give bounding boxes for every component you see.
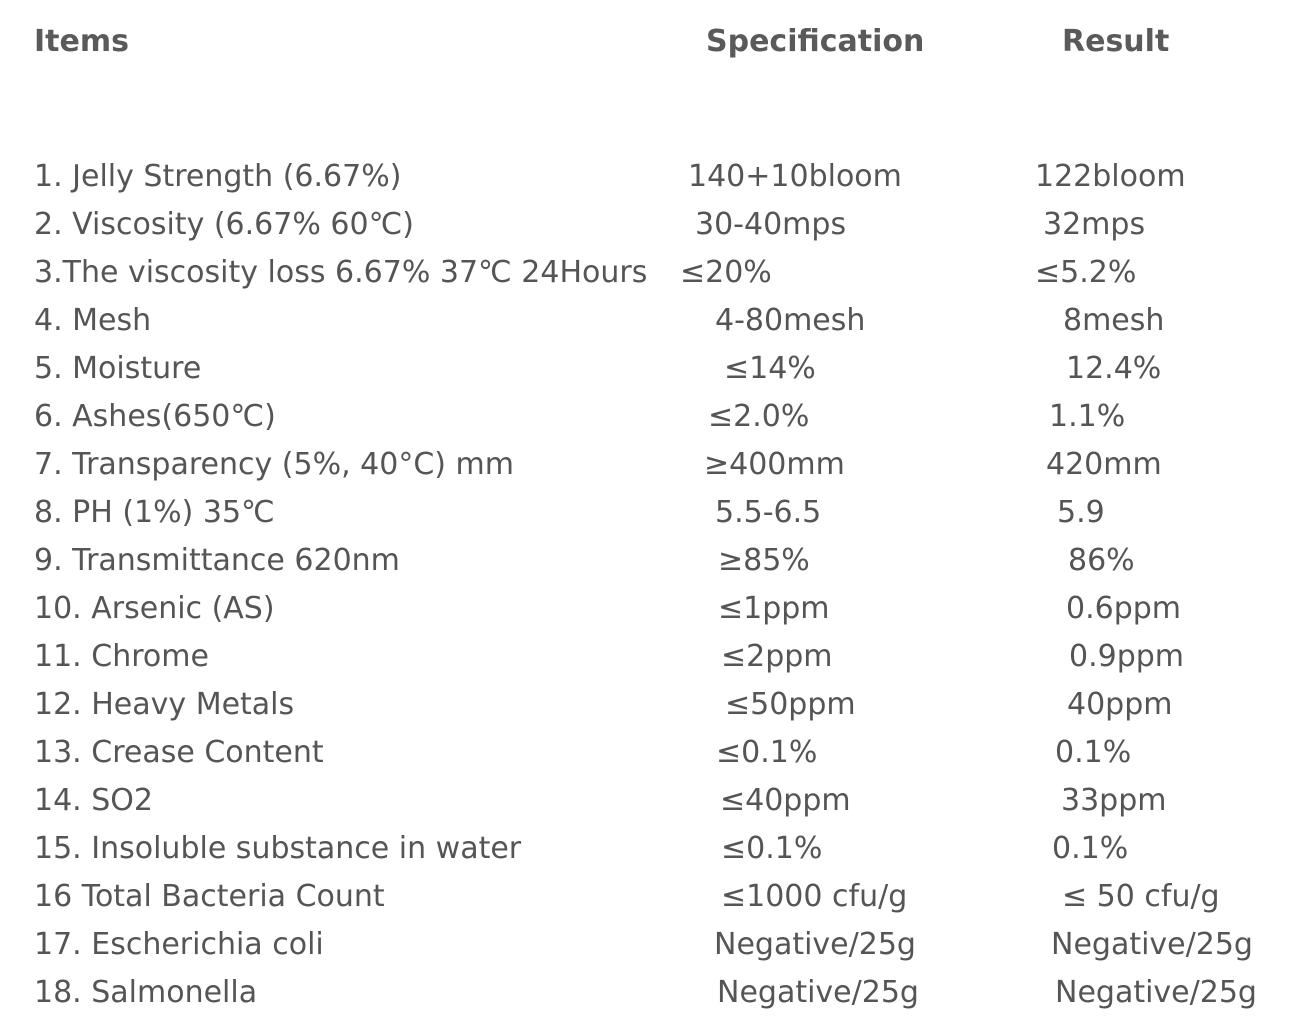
header-specification: Specification	[706, 24, 925, 59]
specification-cell: ≥85%	[718, 543, 810, 578]
item-cell: 13. Crease Content	[34, 735, 324, 770]
result-cell: 0.1%	[1052, 831, 1129, 866]
table-row	[0, 729, 1308, 777]
table-row	[0, 249, 1308, 297]
item-cell: 6. Ashes(650℃)	[34, 399, 276, 434]
item-cell: 2. Viscosity (6.67% 60℃)	[34, 207, 414, 242]
table-row	[0, 441, 1308, 489]
table-row	[0, 681, 1308, 729]
item-cell: 12. Heavy Metals	[34, 687, 295, 722]
result-cell: 420mm	[1046, 447, 1162, 482]
result-cell: 12.4%	[1066, 351, 1162, 386]
item-cell: 8. PH (1%) 35℃	[34, 495, 275, 530]
result-cell: 0.9ppm	[1069, 639, 1185, 674]
item-cell: 9. Transmittance 620nm	[34, 543, 400, 578]
item-cell: 17. Escherichia coli	[34, 927, 324, 962]
table-row	[0, 489, 1308, 537]
specification-cell: ≤50ppm	[725, 687, 856, 722]
result-cell: 0.1%	[1055, 735, 1132, 770]
table-row	[0, 777, 1308, 825]
item-cell: 11. Chrome	[34, 639, 209, 674]
specification-cell: ≤1ppm	[718, 591, 830, 626]
table-row	[0, 297, 1308, 345]
table-row	[0, 537, 1308, 585]
table-header	[0, 20, 1308, 64]
table-row	[0, 969, 1308, 1017]
result-cell: 122bloom	[1035, 159, 1186, 194]
table-row	[0, 585, 1308, 633]
result-cell: ≤5.2%	[1035, 255, 1137, 290]
specification-cell: ≤40ppm	[720, 783, 851, 818]
specification-cell: ≤1000 cfu/g	[721, 879, 908, 914]
result-cell: 32mps	[1043, 207, 1146, 242]
result-cell: 86%	[1068, 543, 1135, 578]
header-items: Items	[34, 24, 129, 59]
item-cell: 4. Mesh	[34, 303, 152, 338]
item-cell: 1. Jelly Strength (6.67%)	[34, 159, 402, 194]
item-cell: 10. Arsenic (AS)	[34, 591, 275, 626]
specification-cell: 5.5-6.5	[715, 495, 822, 530]
table-row	[0, 873, 1308, 921]
result-cell: Negative/25g	[1055, 975, 1257, 1010]
table-body	[0, 153, 1308, 1017]
item-cell: 3.The viscosity loss 6.67% 37℃ 24Hours	[34, 255, 648, 290]
specification-cell: ≥400mm	[704, 447, 845, 482]
header-result: Result	[1062, 24, 1170, 59]
item-cell: 15. Insoluble substance in water	[34, 831, 522, 866]
specification-cell: Negative/25g	[714, 927, 916, 962]
result-cell: 5.9	[1057, 495, 1105, 530]
result-cell: 1.1%	[1049, 399, 1126, 434]
specification-cell: Negative/25g	[717, 975, 919, 1010]
specification-cell: 140+10bloom	[688, 159, 902, 194]
specification-cell: ≤14%	[724, 351, 816, 386]
result-cell: 33ppm	[1061, 783, 1167, 818]
item-cell: 7. Transparency (5%, 40°C) mm	[34, 447, 514, 482]
table-row	[0, 633, 1308, 681]
item-cell: 14. SO2	[34, 783, 153, 818]
specification-cell: 4-80mesh	[715, 303, 866, 338]
specification-cell: ≤2ppm	[721, 639, 833, 674]
result-cell: 0.6ppm	[1066, 591, 1182, 626]
specification-cell: ≤20%	[680, 255, 772, 290]
specification-cell: ≤2.0%	[708, 399, 810, 434]
item-cell: 5. Moisture	[34, 351, 202, 386]
item-cell: 18. Salmonella	[34, 975, 258, 1010]
result-cell: 40ppm	[1067, 687, 1173, 722]
result-cell: 8mesh	[1063, 303, 1165, 338]
specification-cell: ≤0.1%	[716, 735, 818, 770]
result-cell: Negative/25g	[1051, 927, 1253, 962]
item-cell: 16 Total Bacteria Count	[34, 879, 385, 914]
result-cell: ≤ 50 cfu/g	[1062, 879, 1220, 914]
table-row	[0, 393, 1308, 441]
specification-cell: ≤0.1%	[721, 831, 823, 866]
specification-cell: 30-40mps	[695, 207, 847, 242]
table-row	[0, 153, 1308, 201]
table-row	[0, 921, 1308, 969]
table-row	[0, 201, 1308, 249]
table-row	[0, 345, 1308, 393]
table-row	[0, 825, 1308, 873]
